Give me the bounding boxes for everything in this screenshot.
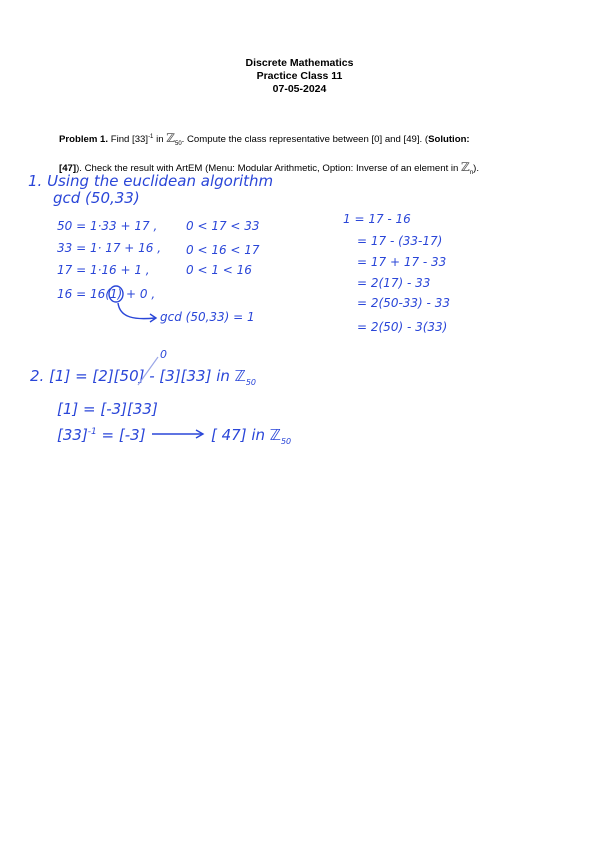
z-subscript-n: n [469,169,474,176]
problem-text-b: in [153,134,167,146]
problem-text-c: . Compute the class representative between [0] and [49]. ( [181,134,429,146]
problem-text-d: ). Check the result with ArtEM (Menu: Modular Arithmetic, Option: Inverse of an element in [76,162,462,174]
back-sub-2: = 17 - (33-17) [357,234,443,248]
z-symbol-n: ℤ [461,159,470,174]
date: 07-05-2024 [272,83,327,95]
line3-c: [ 47] in ℤ [211,426,281,444]
gcd-heading: gcd (50,33) [53,189,140,207]
line3-a: [33] [57,426,88,444]
problem-text-a: Find [33] [108,134,149,146]
step1-title: 1. Using the euclidean algorithm [28,172,274,190]
back-sub-3: = 17 + 17 - 33 [357,255,447,269]
course-title: Discrete Mathematics [245,57,354,69]
back-sub-6: = 2(50) - 3(33) [357,320,448,334]
back-sub-1: 1 = 17 - 16 [343,212,411,226]
curved-arrow [118,303,155,319]
step2-line [30,367,256,387]
eq1: 50 = 1·33 + 17 , [57,219,158,233]
class-title: Practice Class 11 [256,70,343,82]
solution-value: [47] [59,162,77,174]
inverse-exponent: -1 [148,134,154,140]
line3-result [211,426,291,446]
eq3: 17 = 1·16 + 1 , [57,263,150,277]
step2-text: 2. [1] = [2][50] - [3][33] in ℤ [30,367,246,385]
zero-mark: 0 [160,348,167,361]
line3-exponent: -1 [87,427,97,437]
problem-label: Problem 1. [59,134,109,146]
line3 [57,426,146,444]
back-sub-4: = 2(17) - 33 [357,276,431,290]
line3-b: = [-3] [96,426,146,444]
line3-subscript: 50 [280,437,292,446]
gcd-result: gcd (50,33) = 1 [160,310,255,324]
eq2: 33 = 1· 17 + 16 , [57,241,162,255]
line2: [1] = [-3][33] [57,400,158,418]
ineq3: 0 < 1 < 16 [186,263,252,277]
back-sub-5: = 2(50-33) - 33 [357,296,450,310]
document-header [0,57,599,96]
ineq1: 0 < 17 < 33 [186,219,260,233]
z-subscript: 50 [174,141,182,148]
eq4: 16 = 16(1) + 0 , [57,287,156,301]
z-symbol: ℤ [166,131,175,146]
solution-label: Solution: [428,134,470,146]
long-arrowhead [196,430,203,438]
problem-text-e: ). [473,162,480,174]
step2-subscript: 50 [245,378,257,387]
curved-arrowhead [150,314,156,322]
ineq2: 0 < 16 < 17 [186,243,260,257]
